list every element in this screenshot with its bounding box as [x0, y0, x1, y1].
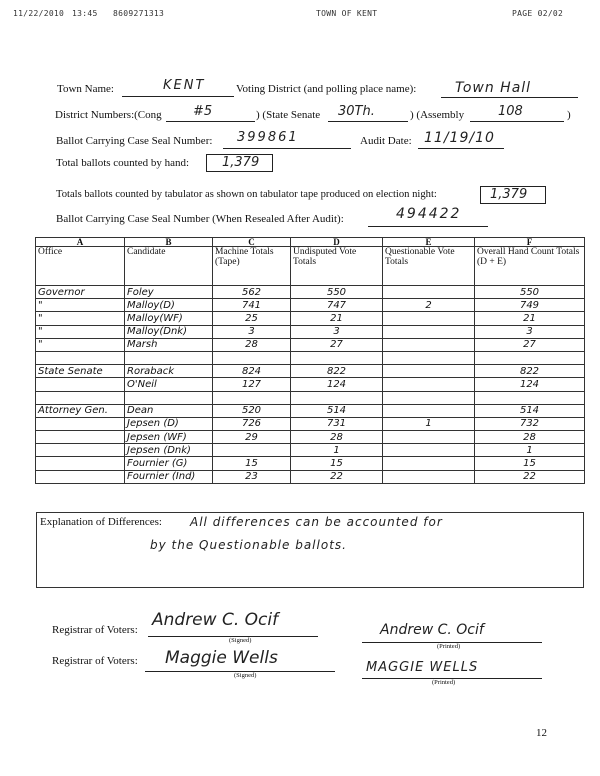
fax-phone: 8609271313: [113, 9, 165, 18]
page-number: 12: [536, 727, 547, 739]
cell-office: Attorney Gen.: [36, 404, 125, 417]
col-letter-d: D: [291, 238, 383, 247]
table-row: [36, 431, 585, 444]
cell-machine: 824: [213, 365, 291, 378]
cell-overall: 27: [475, 338, 585, 351]
cell-candidate: Fournier (G): [125, 457, 213, 470]
cell-overall: 3: [475, 325, 585, 338]
cell-questionable: [383, 286, 475, 299]
col-header-undisputed: Undisputed Vote Totals: [291, 247, 383, 286]
fax-page: PAGE 02/02: [512, 9, 564, 18]
cell-office: [36, 391, 125, 404]
cell-questionable: [383, 431, 475, 444]
cell-undisputed: 731: [291, 417, 383, 430]
registrar-1-signature: Andrew C. Ocif: [152, 610, 279, 630]
cell-undisputed: 514: [291, 404, 383, 417]
cell-overall: 15: [475, 457, 585, 470]
cell-overall: 28: [475, 431, 585, 444]
hand-count-value: 1,379: [222, 155, 260, 170]
cell-questionable: [383, 470, 475, 483]
fax-time: 13:45: [72, 9, 98, 18]
col-header-office: Office: [36, 247, 125, 286]
cell-office: ": [36, 325, 125, 338]
state-senate-value: 30Th.: [338, 104, 375, 119]
cell-candidate: Jepsen (WF): [125, 431, 213, 444]
audit-date-label: Audit Date:: [360, 135, 412, 147]
table-row: [36, 351, 585, 364]
cell-machine: 23: [213, 470, 291, 483]
cell-undisputed: 1: [291, 444, 383, 457]
cell-overall: 22: [475, 470, 585, 483]
cell-candidate: Marsh: [125, 338, 213, 351]
cell-questionable: [383, 325, 475, 338]
table-row: [36, 391, 585, 404]
cell-questionable: [383, 365, 475, 378]
col-letter-b: B: [125, 238, 213, 247]
table-row: [36, 338, 585, 351]
cell-questionable: [383, 338, 475, 351]
table-row: [36, 457, 585, 470]
cell-overall: 822: [475, 365, 585, 378]
registrar-1-printed: Andrew C. Ocif: [380, 622, 484, 638]
cell-questionable: 1: [383, 417, 475, 430]
assembly-label: ) (Assembly: [410, 109, 465, 121]
cell-overall: 749: [475, 299, 585, 312]
town-name-label: Town Name:: [57, 83, 114, 95]
cell-candidate: Jepsen (Dnk): [125, 444, 213, 457]
town-name-value: KENT: [163, 78, 206, 93]
cell-overall: 514: [475, 404, 585, 417]
table-row: [36, 417, 585, 430]
cell-office: ": [36, 299, 125, 312]
cell-office: Governor: [36, 286, 125, 299]
fax-date: 11/22/2010: [13, 9, 65, 18]
cell-machine: [213, 444, 291, 457]
cell-machine: 741: [213, 299, 291, 312]
table-row: [36, 312, 585, 325]
col-letter-e: E: [383, 238, 475, 247]
col-header-overall: Overall Hand Count Totals (D + E): [475, 247, 585, 286]
cell-overall: 1: [475, 444, 585, 457]
col-header-machine: Machine Totals (Tape): [213, 247, 291, 286]
table-row: [36, 365, 585, 378]
cell-overall: 124: [475, 378, 585, 391]
voting-district-label: Voting District (and polling place name):: [236, 83, 417, 95]
cell-candidate: O'Neil: [125, 378, 213, 391]
table-row: [36, 444, 585, 457]
voting-district-value: Town Hall: [455, 80, 532, 96]
cell-machine: 562: [213, 286, 291, 299]
hand-count-box: [206, 154, 273, 172]
tabulator-box: [480, 186, 546, 204]
explanation-box: [36, 512, 584, 588]
fax-sender: TOWN OF KENT: [316, 9, 378, 18]
seal-value: 399861: [237, 130, 299, 145]
cell-undisputed: 550: [291, 286, 383, 299]
reseal-label: Ballot Carrying Case Seal Number (When Resealed After Audit):: [56, 213, 344, 225]
table-row: [36, 378, 585, 391]
cell-questionable: [383, 351, 475, 364]
cell-questionable: [383, 444, 475, 457]
cell-office: [36, 431, 125, 444]
registrar-2-signed-caption: (Signed): [234, 672, 257, 679]
cell-overall: 732: [475, 417, 585, 430]
cell-undisputed: 28: [291, 431, 383, 444]
table-row: [36, 470, 585, 483]
cell-candidate: Malloy(D): [125, 299, 213, 312]
registrar-2-printed-caption: (Printed): [432, 679, 456, 686]
assembly-value: 108: [498, 104, 523, 119]
cell-questionable: 2: [383, 299, 475, 312]
cell-machine: [213, 391, 291, 404]
cell-machine: 726: [213, 417, 291, 430]
audit-date-value: 11/19/10: [424, 130, 495, 146]
cell-undisputed: 822: [291, 365, 383, 378]
table-row: [36, 286, 585, 299]
cell-office: ": [36, 312, 125, 325]
col-letter-f: F: [475, 238, 585, 247]
cell-undisputed: [291, 351, 383, 364]
cell-machine: 25: [213, 312, 291, 325]
cell-overall: 21: [475, 312, 585, 325]
cell-machine: 520: [213, 404, 291, 417]
cell-candidate: Fournier (Ind): [125, 470, 213, 483]
assembly-close: ): [567, 109, 571, 121]
explanation-line-2: by the Questionable ballots.: [150, 538, 347, 552]
col-header-questionable: Questionable Vote Totals: [383, 247, 475, 286]
seal-label: Ballot Carrying Case Seal Number:: [56, 135, 213, 147]
cell-candidate: Roraback: [125, 365, 213, 378]
cell-office: [36, 417, 125, 430]
cell-undisputed: 747: [291, 299, 383, 312]
registrar-2-signature: Maggie Wells: [165, 648, 278, 668]
cell-machine: 15: [213, 457, 291, 470]
table-row: [36, 299, 585, 312]
cell-machine: 28: [213, 338, 291, 351]
reseal-value: 494422: [396, 206, 462, 222]
cell-questionable: [383, 457, 475, 470]
tabulator-value: 1,379: [490, 187, 528, 202]
cell-machine: [213, 351, 291, 364]
cell-office: ": [36, 338, 125, 351]
hand-count-label: Total ballots counted by hand:: [56, 157, 190, 169]
cell-undisputed: [291, 391, 383, 404]
registrar-1-printed-caption: (Printed): [437, 643, 461, 650]
cell-undisputed: 21: [291, 312, 383, 325]
cell-undisputed: 27: [291, 338, 383, 351]
cell-questionable: [383, 312, 475, 325]
cell-office: State Senate: [36, 365, 125, 378]
cell-machine: 3: [213, 325, 291, 338]
registrar-2-label: Registrar of Voters:: [52, 655, 138, 667]
table-row: [36, 404, 585, 417]
cell-candidate: [125, 391, 213, 404]
cell-overall: 550: [475, 286, 585, 299]
cell-candidate: [125, 351, 213, 364]
registrar-1-signed-caption: (Signed): [229, 637, 252, 644]
cell-overall: [475, 351, 585, 364]
cell-machine: 127: [213, 378, 291, 391]
registrar-2-printed: MAGGIE WELLS: [366, 660, 479, 675]
cell-office: [36, 444, 125, 457]
cell-office: [36, 378, 125, 391]
cell-office: [36, 457, 125, 470]
cell-candidate: Jepsen (D): [125, 417, 213, 430]
cell-questionable: [383, 378, 475, 391]
col-header-candidate: Candidate: [125, 247, 213, 286]
state-senate-label: ) (State Senate: [256, 109, 321, 121]
cell-candidate: Foley: [125, 286, 213, 299]
explanation-label: Explanation of Differences:: [40, 516, 162, 528]
cell-candidate: Malloy(Dnk): [125, 325, 213, 338]
table-row: [36, 325, 585, 338]
cell-undisputed: 22: [291, 470, 383, 483]
district-numbers-label: District Numbers:(Cong: [55, 109, 162, 121]
cell-candidate: Malloy(WF): [125, 312, 213, 325]
cell-undisputed: 3: [291, 325, 383, 338]
registrar-1-label: Registrar of Voters:: [52, 624, 138, 636]
audit-table: [35, 237, 585, 484]
cell-undisputed: 124: [291, 378, 383, 391]
cell-undisputed: 15: [291, 457, 383, 470]
cell-office: [36, 351, 125, 364]
cell-machine: 29: [213, 431, 291, 444]
cell-questionable: [383, 391, 475, 404]
cell-questionable: [383, 404, 475, 417]
col-letter-a: A: [36, 238, 125, 247]
tabulator-label: Totals ballots counted by tabulator as shown on tabulator tape produced on election night:: [56, 189, 437, 200]
cell-candidate: Dean: [125, 404, 213, 417]
cell-overall: [475, 391, 585, 404]
explanation-line-1: All differences can be accounted for: [190, 515, 443, 529]
cell-office: [36, 470, 125, 483]
col-letter-c: C: [213, 238, 291, 247]
cong-value: #5: [193, 104, 213, 119]
